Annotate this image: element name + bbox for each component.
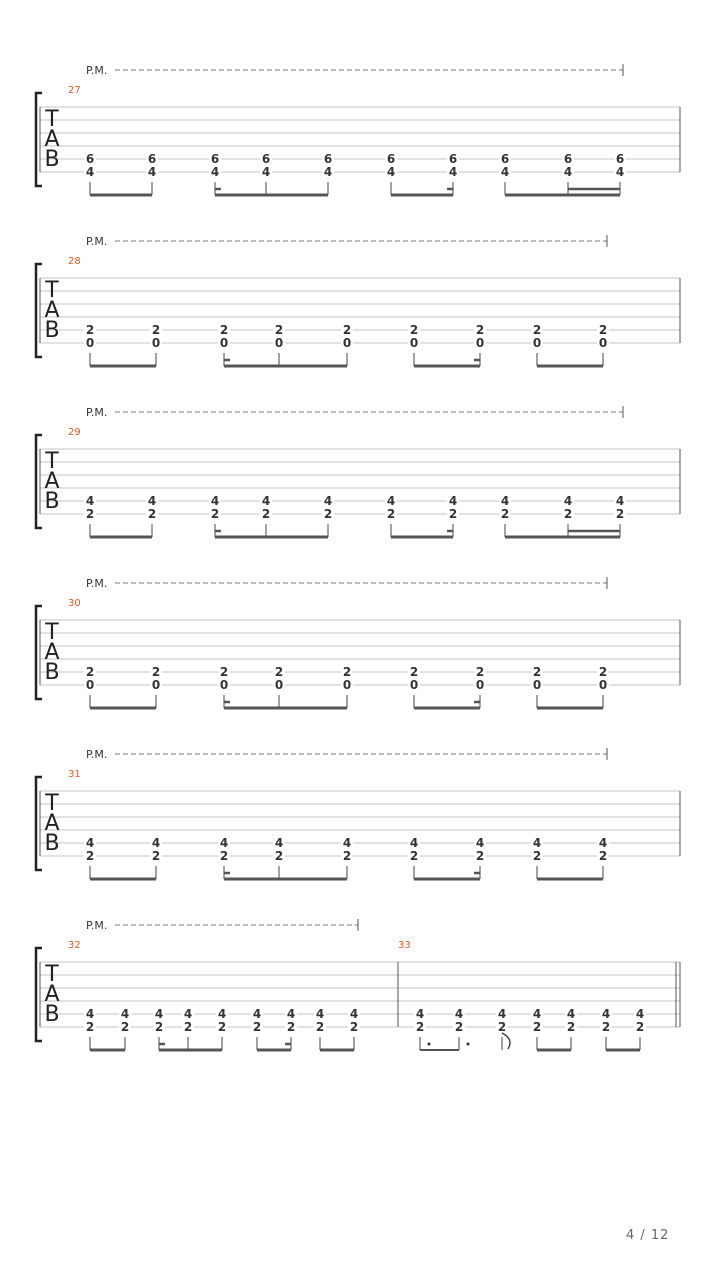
fret-number: 4 bbox=[475, 836, 485, 850]
fret-number: 2 bbox=[475, 323, 485, 337]
fret-number: 4 bbox=[154, 1007, 164, 1021]
fret-number: 4 bbox=[349, 1007, 359, 1021]
palm-mute-label: P.M. bbox=[86, 235, 108, 248]
fret-number: 4 bbox=[563, 494, 573, 508]
fret-number: 4 bbox=[252, 1007, 262, 1021]
fret-number: 2 bbox=[566, 1020, 576, 1034]
tab-clef-letter: B bbox=[44, 1002, 60, 1027]
fret-number: 2 bbox=[154, 1020, 164, 1034]
measure-number: 28 bbox=[68, 256, 81, 267]
tab-clef-letter: T bbox=[45, 278, 59, 303]
fret-number: 2 bbox=[219, 665, 229, 679]
fret-number: 2 bbox=[532, 1020, 542, 1034]
fret-number: 6 bbox=[261, 152, 271, 166]
tab-system bbox=[36, 748, 680, 879]
fret-number: 4 bbox=[563, 165, 573, 179]
measure-number: 33 bbox=[398, 940, 411, 951]
fret-number: 2 bbox=[219, 323, 229, 337]
fret-number: 4 bbox=[261, 494, 271, 508]
tab-clef-letter: A bbox=[44, 640, 60, 665]
fret-number: 2 bbox=[315, 1020, 325, 1034]
fret-number: 2 bbox=[323, 507, 333, 521]
fret-number: 4 bbox=[500, 165, 510, 179]
fret-number: 4 bbox=[85, 494, 95, 508]
fret-number: 6 bbox=[323, 152, 333, 166]
fret-number: 2 bbox=[409, 323, 419, 337]
fret-number: 2 bbox=[85, 507, 95, 521]
fret-number: 2 bbox=[409, 665, 419, 679]
fret-number: 2 bbox=[151, 849, 161, 863]
fret-number: 4 bbox=[219, 836, 229, 850]
fret-number: 4 bbox=[386, 494, 396, 508]
fret-number: 0 bbox=[274, 678, 284, 692]
tab-clef-letter: B bbox=[44, 318, 60, 343]
tab-system bbox=[36, 577, 680, 708]
fret-number: 4 bbox=[261, 165, 271, 179]
tab-clef-letter: T bbox=[45, 791, 59, 816]
fret-number: 2 bbox=[217, 1020, 227, 1034]
measure-number: 31 bbox=[68, 769, 81, 780]
fret-number: 4 bbox=[386, 165, 396, 179]
fret-number: 4 bbox=[497, 1007, 507, 1021]
fret-number: 4 bbox=[615, 165, 625, 179]
palm-mute-label: P.M. bbox=[86, 577, 108, 590]
fret-number: 2 bbox=[497, 1020, 507, 1034]
fret-number: 6 bbox=[615, 152, 625, 166]
tab-clef-letter: T bbox=[45, 620, 59, 645]
tab-clef-letter: B bbox=[44, 147, 60, 172]
fret-number: 0 bbox=[532, 678, 542, 692]
note-flag bbox=[502, 1033, 510, 1049]
fret-number: 4 bbox=[85, 836, 95, 850]
fret-number: 4 bbox=[274, 836, 284, 850]
fret-number: 4 bbox=[448, 165, 458, 179]
fret-number: 4 bbox=[342, 836, 352, 850]
tab-system bbox=[36, 406, 680, 537]
fret-number: 2 bbox=[635, 1020, 645, 1034]
fret-number: 2 bbox=[183, 1020, 193, 1034]
fret-number: 6 bbox=[448, 152, 458, 166]
fret-number: 0 bbox=[342, 678, 352, 692]
rhythm-dot bbox=[428, 1043, 431, 1046]
fret-number: 2 bbox=[409, 849, 419, 863]
fret-number: 6 bbox=[147, 152, 157, 166]
fret-number: 4 bbox=[323, 494, 333, 508]
fret-number: 4 bbox=[210, 165, 220, 179]
tab-clef-letter: B bbox=[44, 831, 60, 856]
fret-number: 4 bbox=[315, 1007, 325, 1021]
fret-number: 2 bbox=[598, 323, 608, 337]
fret-number: 4 bbox=[500, 494, 510, 508]
palm-mute-label: P.M. bbox=[86, 64, 108, 77]
fret-number: 2 bbox=[563, 507, 573, 521]
fret-number: 2 bbox=[448, 507, 458, 521]
fret-number: 2 bbox=[475, 849, 485, 863]
fret-number: 4 bbox=[323, 165, 333, 179]
fret-number: 4 bbox=[217, 1007, 227, 1021]
tab-clef-letter: A bbox=[44, 298, 60, 323]
fret-number: 2 bbox=[147, 507, 157, 521]
fret-number: 6 bbox=[386, 152, 396, 166]
fret-number: 2 bbox=[532, 849, 542, 863]
fret-number: 2 bbox=[85, 323, 95, 337]
fret-number: 4 bbox=[120, 1007, 130, 1021]
fret-number: 4 bbox=[454, 1007, 464, 1021]
tab-clef-letter: T bbox=[45, 962, 59, 987]
fret-number: 4 bbox=[151, 836, 161, 850]
measure-number: 32 bbox=[68, 940, 81, 951]
fret-number: 0 bbox=[598, 678, 608, 692]
tab-system bbox=[36, 919, 680, 1050]
fret-number: 2 bbox=[598, 665, 608, 679]
fret-number: 0 bbox=[219, 678, 229, 692]
palm-mute-label: P.M. bbox=[86, 748, 108, 761]
fret-number: 2 bbox=[219, 849, 229, 863]
fret-number: 2 bbox=[601, 1020, 611, 1034]
fret-number: 2 bbox=[210, 507, 220, 521]
measure-number: 29 bbox=[68, 427, 81, 438]
fret-number: 2 bbox=[286, 1020, 296, 1034]
fret-number: 2 bbox=[85, 665, 95, 679]
tab-clef-letter: B bbox=[44, 660, 60, 685]
fret-number: 0 bbox=[475, 678, 485, 692]
fret-number: 2 bbox=[274, 323, 284, 337]
fret-number: 6 bbox=[563, 152, 573, 166]
fret-number: 2 bbox=[532, 665, 542, 679]
fret-number: 2 bbox=[500, 507, 510, 521]
fret-number: 0 bbox=[151, 336, 161, 350]
fret-number: 2 bbox=[598, 849, 608, 863]
fret-number: 6 bbox=[210, 152, 220, 166]
fret-number: 2 bbox=[85, 1020, 95, 1034]
fret-number: 0 bbox=[219, 336, 229, 350]
fret-number: 0 bbox=[151, 678, 161, 692]
fret-number: 0 bbox=[85, 336, 95, 350]
fret-number: 2 bbox=[85, 849, 95, 863]
fret-number: 4 bbox=[147, 165, 157, 179]
fret-number: 4 bbox=[210, 494, 220, 508]
fret-number: 0 bbox=[274, 336, 284, 350]
fret-number: 4 bbox=[415, 1007, 425, 1021]
fret-number: 4 bbox=[532, 1007, 542, 1021]
fret-number: 0 bbox=[598, 336, 608, 350]
measure-number: 30 bbox=[68, 598, 81, 609]
fret-number: 0 bbox=[85, 678, 95, 692]
tab-system bbox=[36, 64, 680, 195]
fret-number: 2 bbox=[342, 323, 352, 337]
fret-number: 2 bbox=[151, 323, 161, 337]
fret-number: 0 bbox=[532, 336, 542, 350]
rhythm-dot bbox=[467, 1043, 470, 1046]
fret-number: 2 bbox=[120, 1020, 130, 1034]
fret-number: 0 bbox=[409, 336, 419, 350]
fret-number: 4 bbox=[615, 494, 625, 508]
fret-number: 2 bbox=[274, 849, 284, 863]
fret-number: 4 bbox=[85, 165, 95, 179]
fret-number: 2 bbox=[386, 507, 396, 521]
tab-clef-letter: T bbox=[45, 449, 59, 474]
fret-number: 2 bbox=[349, 1020, 359, 1034]
fret-number: 2 bbox=[151, 665, 161, 679]
palm-mute-label: P.M. bbox=[86, 406, 108, 419]
fret-number: 4 bbox=[635, 1007, 645, 1021]
fret-number: 2 bbox=[342, 849, 352, 863]
fret-number: 4 bbox=[286, 1007, 296, 1021]
fret-number: 2 bbox=[415, 1020, 425, 1034]
tab-clef-letter: A bbox=[44, 469, 60, 494]
fret-number: 2 bbox=[454, 1020, 464, 1034]
tab-clef-letter: A bbox=[44, 982, 60, 1007]
page-number: 4 / 12 bbox=[626, 1228, 670, 1243]
tab-clef-letter: A bbox=[44, 811, 60, 836]
fret-number: 0 bbox=[409, 678, 419, 692]
measure-number: 27 bbox=[68, 85, 81, 96]
fret-number: 4 bbox=[409, 836, 419, 850]
fret-number: 4 bbox=[601, 1007, 611, 1021]
fret-number: 2 bbox=[252, 1020, 262, 1034]
tab-clef-letter: B bbox=[44, 489, 60, 514]
tab-clef-letter: T bbox=[45, 107, 59, 132]
fret-number: 0 bbox=[342, 336, 352, 350]
fret-number: 0 bbox=[475, 336, 485, 350]
fret-number: 4 bbox=[147, 494, 157, 508]
fret-number: 6 bbox=[500, 152, 510, 166]
fret-number: 4 bbox=[532, 836, 542, 850]
fret-number: 2 bbox=[615, 507, 625, 521]
tab-system bbox=[36, 235, 680, 366]
fret-number: 2 bbox=[261, 507, 271, 521]
fret-number: 2 bbox=[274, 665, 284, 679]
tab-clef-letter: A bbox=[44, 127, 60, 152]
fret-number: 4 bbox=[85, 1007, 95, 1021]
palm-mute-label: P.M. bbox=[86, 919, 108, 932]
fret-number: 6 bbox=[85, 152, 95, 166]
fret-number: 4 bbox=[566, 1007, 576, 1021]
fret-number: 4 bbox=[183, 1007, 193, 1021]
fret-number: 4 bbox=[448, 494, 458, 508]
fret-number: 2 bbox=[342, 665, 352, 679]
fret-number: 2 bbox=[475, 665, 485, 679]
fret-number: 2 bbox=[532, 323, 542, 337]
fret-number: 4 bbox=[598, 836, 608, 850]
